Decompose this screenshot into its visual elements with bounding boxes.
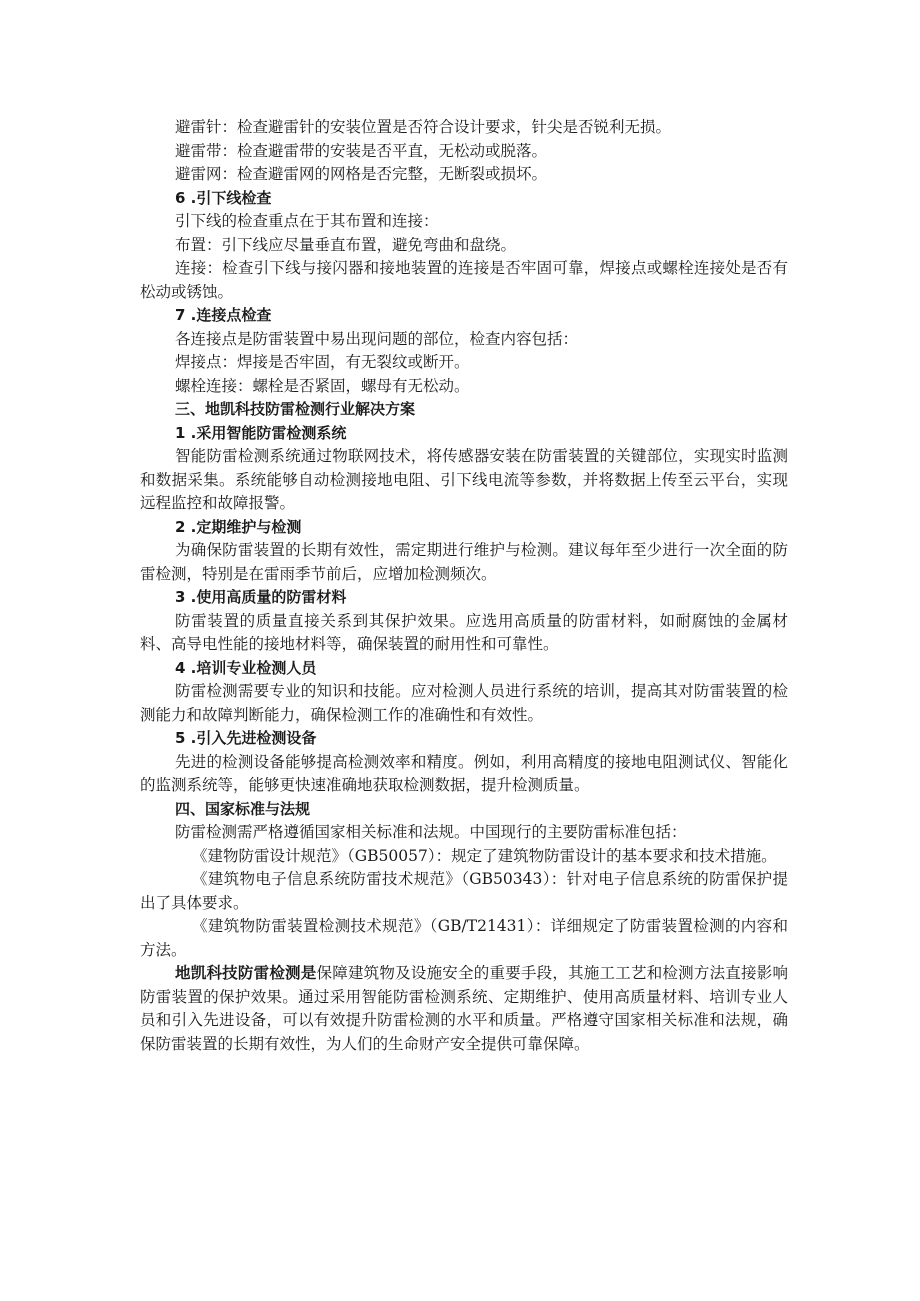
solution-1-body: 智能防雷检测系统通过物联网技术，将传感器安装在防雷装置的关键部位，实现实时监测和数据采集。系统能够自动检测接地电阻、引下线电流等参数，并将数据上传至云平台，实现远程监控和故障报警。 (140, 447, 788, 512)
standard-item-gb50057: 《建物防雷设计规范》（GB50057）：规定了建筑物防雷设计的基本要求和技术措施。 (192, 846, 777, 865)
lightning-net-check: 避雷网：检查避雷网的网格是否完整，无断裂或损坏。 (175, 165, 548, 183)
conclusion-body: 保障建筑物及设施安全的重要手段，其施工工艺和检测方法直接影响防雷装置的保护效果。通过采用智能防雷检测系统、定期维护、使用高质量材料、培训专业人员和引入先进设备，可以有效提升防雷检测的水平和质量。严格遵守国家相关标准和法规，确保防雷装置的长期有效性，为人们的生命财产安全提供可靠保障。 (140, 964, 788, 1053)
lightning-rod-check: 避雷针：检查避雷针的安装位置是否符合设计要求，针尖是否锐利无损。 (175, 118, 672, 136)
heading-downlead-check: 6 .引下线检查 (175, 188, 272, 207)
downlead-intro: 引下线的检查重点在于其布置和连接： (175, 212, 439, 230)
conclusion-paragraph (140, 962, 788, 1056)
document-body (140, 116, 788, 1056)
standard-item-gbt21431: 《建筑物防雷装置检测技术规范》（GB/T21431）：详细规定了防雷装置检测的内容和方法。 (140, 917, 788, 959)
solution-2-body: 为确保防雷装置的长期有效性，需定期进行维护与检测。建议每年至少进行一次全面的防雷检测，特别是在雷雨季节前后，应增加检测频次。 (140, 541, 788, 583)
heading-joint-check: 7 .连接点检查 (175, 306, 272, 324)
joints-intro: 各连接点是防雷装置中易出现问题的部位，检查内容包括： (175, 329, 579, 348)
heading-section-three: 三、地凯科技防雷检测行业解决方案 (175, 400, 416, 418)
joints-weld: 焊接点：焊接是否牢固，有无裂纹或断开。 (175, 353, 470, 371)
heading-solution-1: 1 .采用智能防雷检测系统 (175, 423, 347, 442)
joints-bolt: 螺栓连接：螺栓是否紧固，螺母有无松动。 (175, 376, 470, 395)
downlead-connect: 连接：检查引下线与接闪器和接地装置的连接是否牢固可靠，焊接点或螺栓连接处是否有松动或锈蚀。 (140, 259, 788, 301)
heading-solution-4: 4 .培训专业检测人员 (175, 658, 317, 677)
solution-5-body: 先进的检测设备能够提高检测效率和精度。例如，利用高精度的接地电阻测试仪、智能化的监测系统等，能够更快速准确地获取检测数据，提升检测质量。 (140, 752, 788, 794)
heading-solution-2: 2 .定期维护与检测 (175, 517, 302, 536)
downlead-layout: 布置：引下线应尽量垂直布置，避免弯曲和盘绕。 (175, 235, 517, 254)
lightning-belt-check: 避雷带：检查避雷带的安装是否平直，无松动或脱落。 (175, 141, 548, 160)
conclusion-lead: 地凯科技防雷检测是 (175, 964, 317, 982)
standard-item-gb50343: 《建筑物电子信息系统防雷技术规范》（GB50343）：针对电子信息系统的防雷保护提出了具体要求。 (140, 870, 788, 912)
heading-section-four: 四、国家标准与法规 (175, 799, 311, 818)
heading-solution-5: 5 .引入先进检测设备 (175, 729, 317, 747)
solution-3-body: 防雷装置的质量直接关系到其保护效果。应选用高质量的防雷材料，如耐腐蚀的金属材料、高导电性能的接地材料等，确保装置的耐用性和可靠性。 (140, 611, 788, 653)
standards-intro: 防雷检测需严格遵循国家相关标准和法规。中国现行的主要防雷标准包括： (175, 823, 687, 841)
solution-4-body: 防雷检测需要专业的知识和技能。应对检测人员进行系统的培训，提高其对防雷装置的检测能力和故障判断能力，确保检测工作的准确性和有效性。 (140, 682, 788, 724)
heading-solution-3: 3 .使用高质量的防雷材料 (175, 588, 347, 606)
